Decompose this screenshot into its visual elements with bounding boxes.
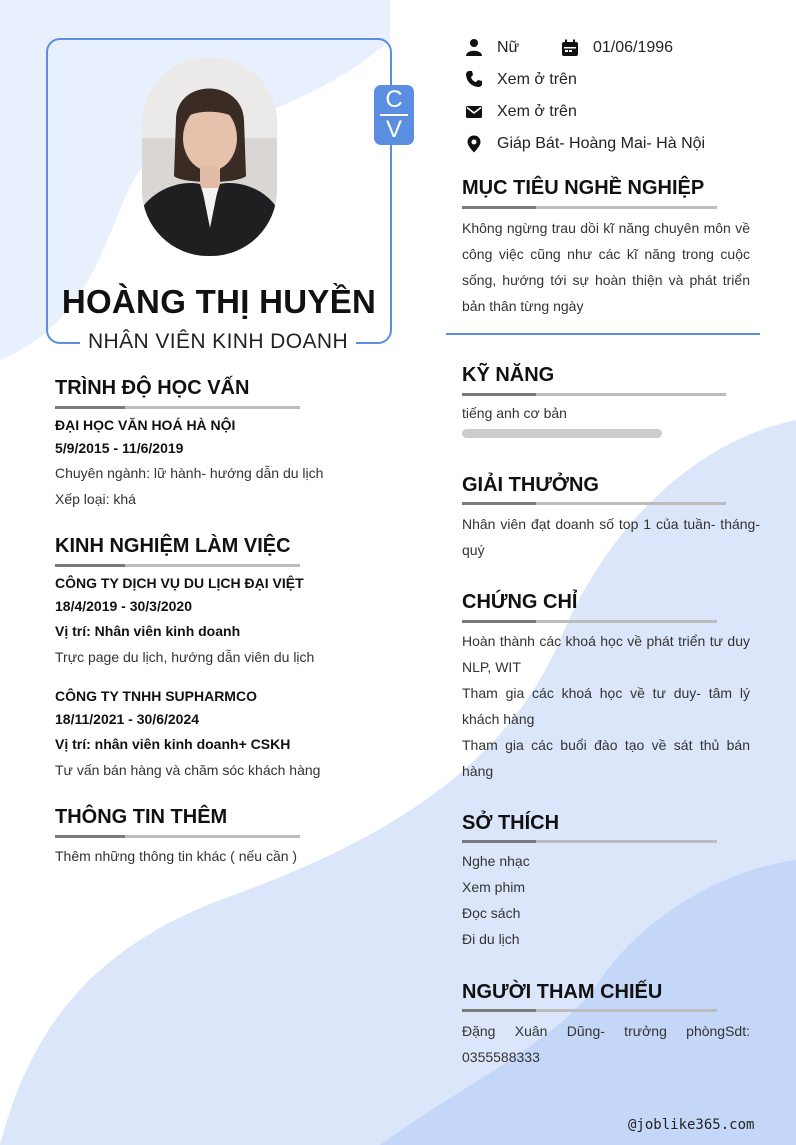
references-text: Đặng Xuân Dũng- trưởng phòngSdt: 0355588333: [462, 1023, 750, 1065]
job-1-position-value: Nhân viên kinh doanh: [94, 623, 241, 639]
job-2-period: 18/11/2021 - 30/6/2024: [55, 711, 200, 727]
certificate-item-3: Tham gia các buổi đào tạo về sát thủ bán hàng: [462, 737, 750, 779]
certificate-item-1: Hoàn thành các khoá học về phát triển tư duy NLP, WIT: [462, 633, 750, 675]
hobbies-title: SỞ THÍCH: [462, 812, 560, 834]
hobby-item-1: Nghe nhạc: [462, 853, 530, 869]
skills-title: KỸ NĂNG: [462, 364, 555, 386]
awards-title: GIẢI THƯỞNG: [462, 474, 599, 496]
job-2-company: CÔNG TY TNHH SUPHARMCO: [55, 688, 257, 704]
awards-underline: [462, 502, 726, 505]
job-2-position-label: Vị trí:: [55, 736, 91, 752]
certificate-item-2: Tham gia các khoá học về tư duy- tâm lý khách hàng: [462, 685, 750, 727]
contact-gender: Nữ: [497, 39, 520, 56]
hobby-item-3: Đọc sách: [462, 905, 521, 921]
watermark: @joblike365.com: [628, 1117, 755, 1133]
job-2-description: Tư vấn bán hàng và chăm sóc khách hàng: [55, 762, 321, 778]
awards-text: Nhân viên đạt doanh số top 1 của tuần- tháng- quý: [462, 516, 760, 558]
additional-underline: [55, 835, 300, 838]
cv-badge: [374, 85, 414, 145]
objective-title: MỤC TIÊU NGHỀ NGHIỆP: [462, 177, 705, 199]
additional-text: Thêm những thông tin khác ( nếu cần ): [55, 848, 298, 864]
hobby-item-4: Đi du lịch: [462, 931, 520, 947]
hobby-item-2: Xem phim: [462, 879, 526, 895]
job-1-position: [55, 623, 240, 639]
references-underline: [462, 1009, 717, 1012]
calendar-icon: [561, 39, 579, 57]
education-underline: [55, 406, 300, 409]
section-divider: [446, 333, 760, 335]
education-grade: Xếp loại: khá: [55, 491, 136, 507]
cv-badge-v: V: [385, 116, 402, 143]
contact-address: Giáp Bát- Hoàng Mai- Hà Nội: [497, 135, 706, 152]
phone-icon: [465, 70, 483, 88]
objective-underline: [462, 206, 717, 209]
job-1-description: Trực page du lịch, hướng dẫn viên du lịch: [55, 649, 315, 665]
skill-name: tiếng anh cơ bản: [462, 405, 567, 421]
skills-underline: [462, 393, 726, 396]
location-pin-icon: [465, 135, 483, 153]
contact-birthday: 01/06/1996: [593, 39, 674, 56]
education-major: Chuyên ngành: lữ hành- hướng dẫn du lịch: [55, 465, 324, 481]
candidate-name: HOÀNG THỊ HUYỀN: [61, 283, 377, 320]
job-2-position-value: nhân viên kinh doanh+ CSKH: [94, 736, 291, 752]
education-period: 5/9/2015 - 11/6/2019: [55, 440, 184, 456]
cv-badge-c: C: [385, 86, 403, 113]
job-1-period: 18/4/2019 - 30/3/2020: [55, 598, 193, 614]
job-1-company: CÔNG TY DỊCH VỤ DU LỊCH ĐẠI VIỆT: [55, 575, 304, 591]
certificates-underline: [462, 620, 717, 623]
experience-underline: [55, 564, 300, 567]
contact-email: Xem ở trên: [497, 103, 577, 120]
portrait-illustration: [142, 58, 277, 256]
contact-phone: Xem ở trên: [497, 71, 577, 88]
certificates-title: CHỨNG CHỈ: [462, 591, 578, 613]
job-1-position-label: Vị trí:: [55, 623, 91, 639]
references-title: NGƯỜI THAM CHIẾU: [462, 981, 663, 1003]
job-2-position: [55, 736, 290, 752]
email-icon: [465, 103, 483, 121]
education-school: ĐẠI HỌC VĂN HOÁ HÀ NỘI: [55, 417, 236, 433]
profile-photo: [142, 58, 277, 256]
skill-level-bar: [462, 429, 662, 438]
person-icon: [465, 38, 483, 56]
candidate-job-title: NHÂN VIÊN KINH DOANH: [80, 330, 356, 354]
objective-text: Không ngừng trau dồi kĩ năng chuyên môn về công việc cũng như các kĩ năng trong cuộc sống, hướng tới sự hoàn thiện và phát triển bản thân từng ngày: [462, 220, 750, 314]
education-title: TRÌNH ĐỘ HỌC VẤN: [55, 377, 250, 399]
experience-title: KINH NGHIỆM LÀM VIỆC: [55, 535, 291, 557]
hobbies-underline: [462, 840, 717, 843]
additional-title: THÔNG TIN THÊM: [55, 806, 228, 828]
